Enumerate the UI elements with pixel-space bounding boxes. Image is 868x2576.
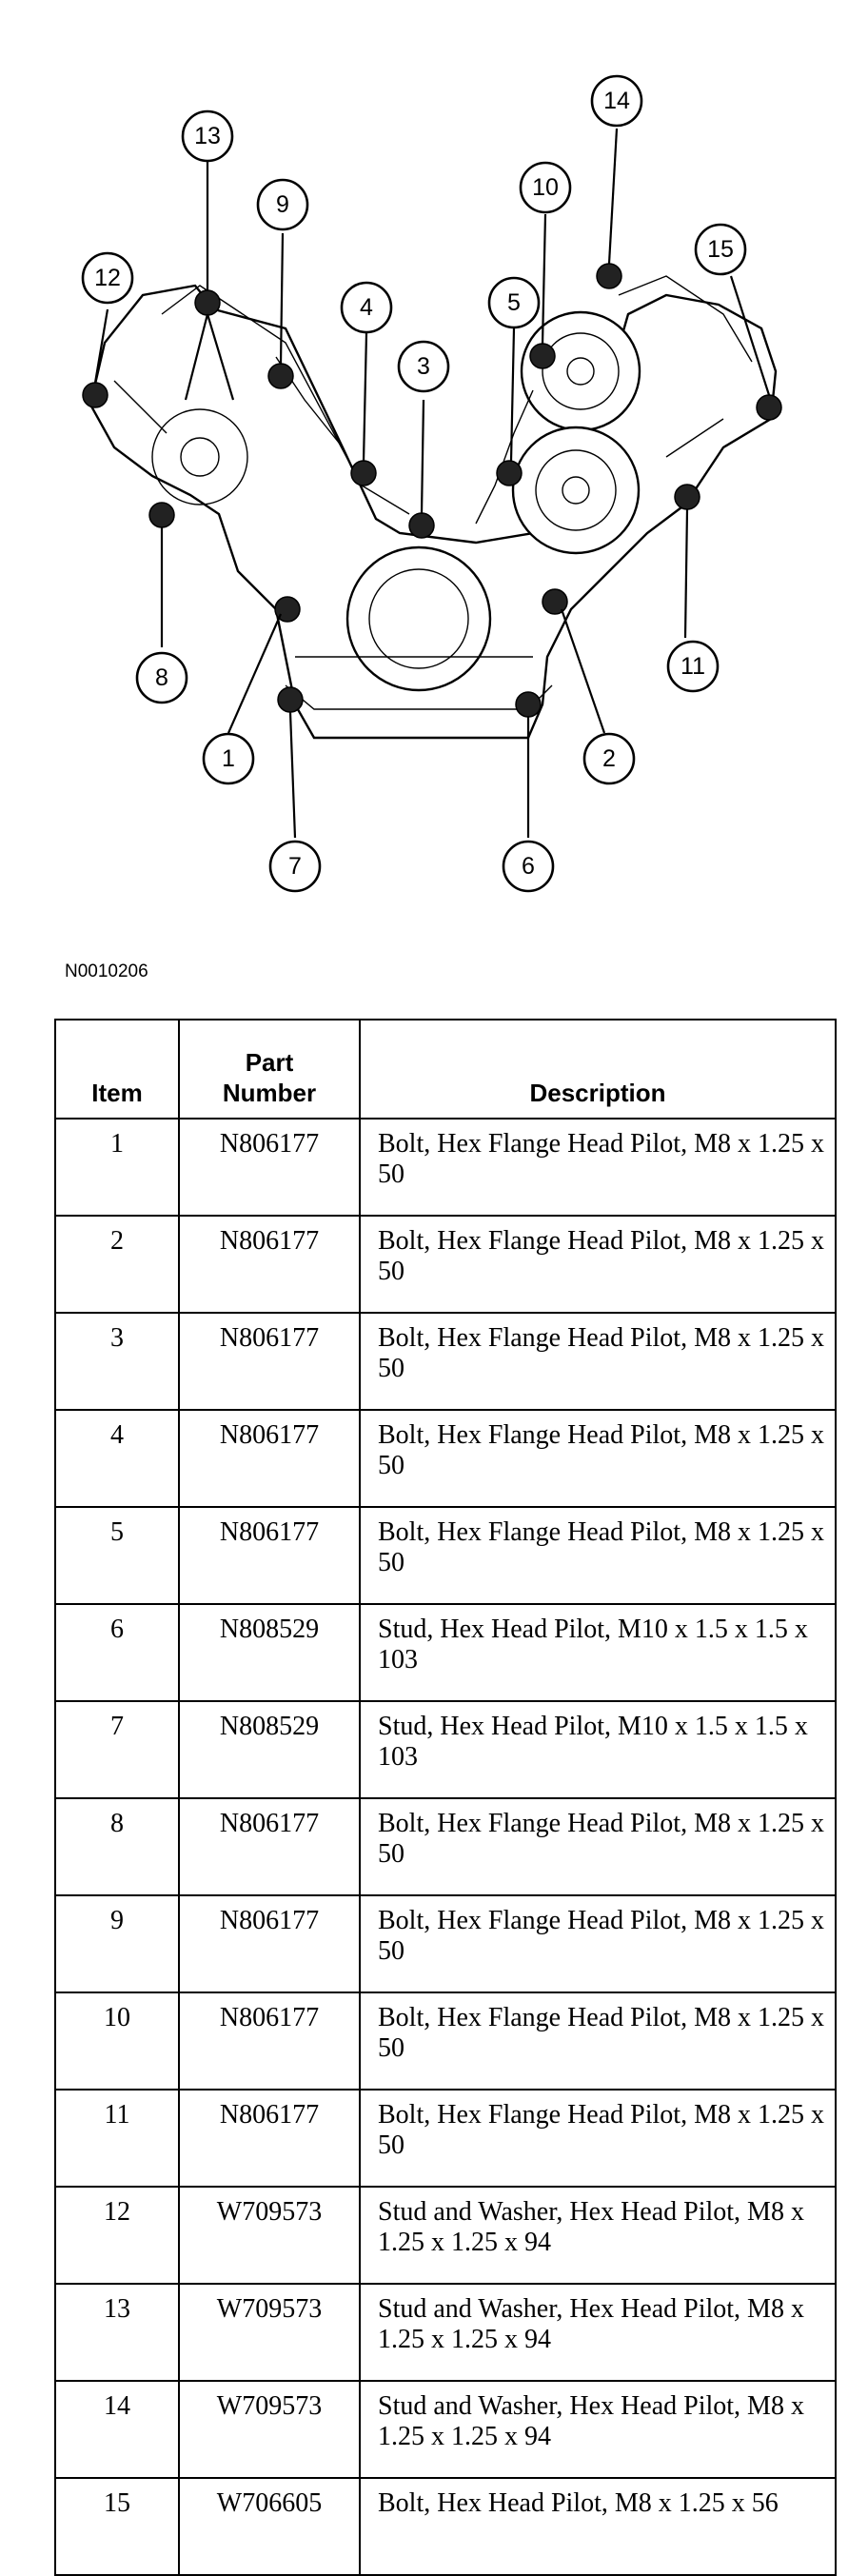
cell-description: Stud, Hex Head Pilot, M10 x 1.5 x 1.5 x 103	[360, 1701, 836, 1798]
callout-8	[137, 653, 187, 703]
table-row	[55, 1410, 836, 1507]
header-part-number-line2: Number	[222, 1079, 317, 1107]
cell-item: 2	[55, 1216, 179, 1313]
cell-item: 4	[55, 1410, 179, 1507]
cell-description: Bolt, Hex Head Pilot, M8 x 1.25 x 56	[360, 2478, 836, 2575]
cell-part-number: N806177	[179, 1895, 360, 1992]
callout-1	[204, 734, 253, 783]
cell-description: Bolt, Hex Flange Head Pilot, M8 x 1.25 x 50	[360, 1798, 836, 1895]
svg-text:6: 6	[522, 853, 535, 880]
bolt-3-marker	[409, 513, 434, 538]
cell-part-number: N806177	[179, 1798, 360, 1895]
table-row	[55, 1895, 836, 1992]
svg-text:10: 10	[532, 174, 559, 201]
callout-15	[696, 225, 745, 274]
svg-text:7: 7	[288, 853, 302, 880]
svg-text:11: 11	[681, 653, 705, 680]
cell-item: 3	[55, 1313, 179, 1410]
parts-table	[54, 1019, 837, 2576]
cell-item: 7	[55, 1701, 179, 1798]
callout-3	[399, 342, 448, 391]
cell-part-number: W706605	[179, 2478, 360, 2575]
engine-front-cover-diagram	[0, 0, 868, 933]
cell-item: 11	[55, 2090, 179, 2187]
cell-item: 6	[55, 1604, 179, 1701]
cell-part-number: W709573	[179, 2381, 360, 2478]
cell-part-number: W709573	[179, 2284, 360, 2381]
bolt-5-marker	[497, 461, 522, 485]
cell-part-number: N806177	[179, 2090, 360, 2187]
callout-6	[503, 842, 553, 891]
cell-description: Bolt, Hex Flange Head Pilot, M8 x 1.25 x 50	[360, 1313, 836, 1410]
cell-description: Stud and Washer, Hex Head Pilot, M8 x 1.25 x 1.25 x 94	[360, 2381, 836, 2478]
svg-text:9: 9	[276, 191, 289, 218]
svg-text:2: 2	[602, 745, 616, 772]
cell-part-number: N808529	[179, 1701, 360, 1798]
bolt-7-marker	[278, 687, 303, 712]
cell-item: 13	[55, 2284, 179, 2381]
cell-description: Stud and Washer, Hex Head Pilot, M8 x 1.25 x 1.25 x 94	[360, 2187, 836, 2284]
cell-description: Bolt, Hex Flange Head Pilot, M8 x 1.25 x 50	[360, 1410, 836, 1507]
bolt-15-marker	[757, 395, 781, 420]
cell-description: Bolt, Hex Flange Head Pilot, M8 x 1.25 x 50	[360, 1895, 836, 1992]
svg-text:15: 15	[707, 236, 734, 263]
cell-item: 1	[55, 1119, 179, 1216]
table-row	[55, 1798, 836, 1895]
cell-part-number: W709573	[179, 2187, 360, 2284]
cell-description: Bolt, Hex Flange Head Pilot, M8 x 1.25 x 50	[360, 1992, 836, 2090]
header-part-number-line1: Part	[245, 1048, 294, 1077]
svg-text:1: 1	[222, 745, 235, 772]
table-header-row	[55, 1020, 836, 1119]
cell-item: 10	[55, 1992, 179, 2090]
header-part-number	[179, 1020, 360, 1119]
table-row	[55, 1992, 836, 2090]
svg-text:4: 4	[360, 294, 373, 321]
stud-12-marker	[83, 383, 108, 407]
cell-part-number: N806177	[179, 1119, 360, 1216]
table-row	[55, 2381, 836, 2478]
svg-text:12: 12	[94, 265, 121, 291]
cell-item: 15	[55, 2478, 179, 2575]
table-row	[55, 2090, 836, 2187]
table-row	[55, 2187, 836, 2284]
table-row	[55, 2284, 836, 2381]
bolt-9-marker	[268, 364, 293, 388]
cell-part-number: N806177	[179, 1992, 360, 2090]
svg-text:5: 5	[507, 289, 521, 316]
table-row	[55, 1119, 836, 1216]
cell-item: 12	[55, 2187, 179, 2284]
cell-item: 8	[55, 1798, 179, 1895]
table-row	[55, 1701, 836, 1798]
cell-item: 14	[55, 2381, 179, 2478]
header-description: Description	[360, 1020, 836, 1119]
bolt-6-marker	[516, 692, 541, 717]
table-row	[55, 1216, 836, 1313]
callout-7	[270, 842, 320, 891]
table-row	[55, 1604, 836, 1701]
cell-description: Stud, Hex Head Pilot, M10 x 1.5 x 1.5 x 103	[360, 1604, 836, 1701]
bolt-4-marker	[351, 461, 376, 485]
cell-description: Bolt, Hex Flange Head Pilot, M8 x 1.25 x 50	[360, 1119, 836, 1216]
cell-part-number: N806177	[179, 1216, 360, 1313]
callout-4	[342, 283, 391, 332]
cell-item: 5	[55, 1507, 179, 1604]
stud-13-marker	[195, 290, 220, 315]
figure-code: N0010206	[65, 961, 148, 981]
table-row	[55, 2478, 836, 2575]
cell-description: Stud and Washer, Hex Head Pilot, M8 x 1.25 x 1.25 x 94	[360, 2284, 836, 2381]
table-row	[55, 1507, 836, 1604]
parts-table-body	[55, 1119, 836, 2575]
bolt-10-marker	[530, 344, 555, 368]
header-item: Item	[55, 1020, 179, 1119]
svg-text:13: 13	[194, 123, 221, 149]
callout-2	[584, 734, 634, 783]
callout-12	[83, 253, 132, 303]
stud-14-marker	[597, 264, 621, 288]
callout-5	[489, 278, 539, 327]
cell-description: Bolt, Hex Flange Head Pilot, M8 x 1.25 x 50	[360, 2090, 836, 2187]
callout-11	[668, 642, 718, 691]
cell-description: Bolt, Hex Flange Head Pilot, M8 x 1.25 x 50	[360, 1216, 836, 1313]
bolt-2-marker	[542, 589, 567, 614]
bolt-8-marker	[149, 503, 174, 527]
table-row	[55, 1313, 836, 1410]
callout-9	[258, 180, 307, 229]
cell-description: Bolt, Hex Flange Head Pilot, M8 x 1.25 x 50	[360, 1507, 836, 1604]
svg-text:3: 3	[417, 353, 430, 380]
bolt-11-marker	[675, 485, 700, 509]
cell-part-number: N806177	[179, 1410, 360, 1507]
cell-part-number: N808529	[179, 1604, 360, 1701]
callout-13	[183, 111, 232, 161]
cell-part-number: N806177	[179, 1313, 360, 1410]
svg-text:8: 8	[155, 664, 168, 691]
cell-part-number: N806177	[179, 1507, 360, 1604]
callout-14	[592, 76, 641, 126]
cell-item: 9	[55, 1895, 179, 1992]
callout-10	[521, 163, 570, 212]
svg-text:14: 14	[603, 88, 630, 114]
